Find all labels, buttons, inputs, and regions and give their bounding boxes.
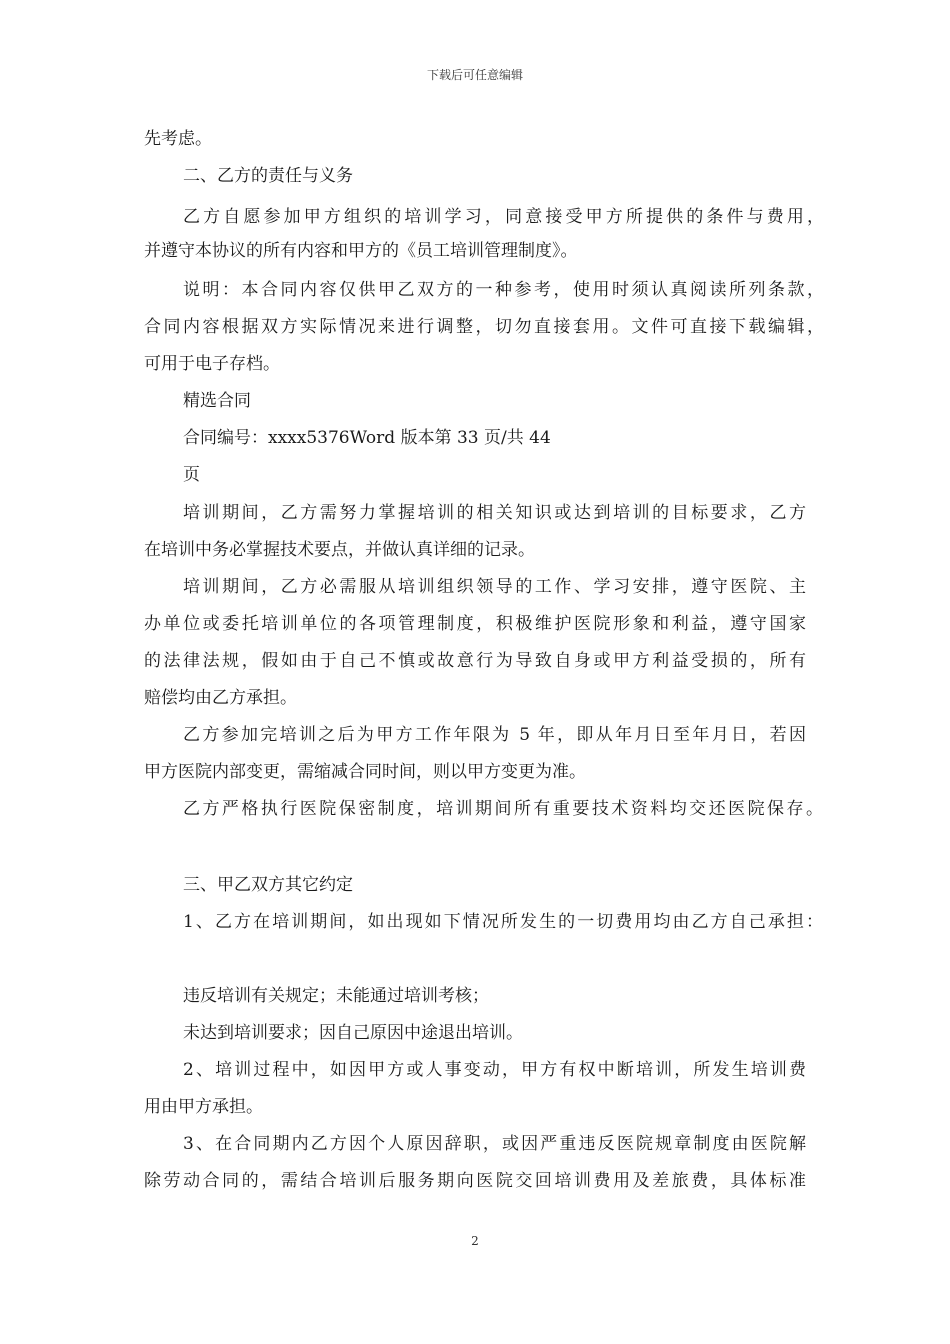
section-heading: 二、乙方的责任与义务 — [183, 166, 353, 186]
text-line: 赔偿均由乙方承担。 — [144, 688, 297, 708]
section-heading: 三、甲乙双方其它约定 — [183, 875, 353, 895]
text-line: 培训期间，乙方需努力掌握培训的相关知识或达到培训的目标要求，乙方 — [183, 503, 806, 523]
page-header: 下载后可任意编辑 — [426, 68, 523, 82]
text-line: 的法律法规，假如由于自己不慎或故意行为导致自身或甲方利益受损的，所有 — [144, 651, 806, 671]
text-line: 乙方自愿参加甲方组织的培训学习，同意接受甲方所提供的条件与费用， — [183, 207, 824, 227]
text-line: 在培训中务必掌握技术要点，并做认真详细的记录。 — [144, 540, 535, 560]
text-line: 除劳动合同的，需结合培训后服务期向医院交回培训费用及差旅费，具体标准 — [144, 1171, 806, 1191]
text-line: 页 — [183, 465, 200, 485]
text-line: 未达到培训要求；因自己原因中途退出培训。 — [183, 1023, 523, 1043]
text-line: 培训期间，乙方必需服从培训组织领导的工作、学习安排，遵守医院、主 — [183, 577, 806, 597]
contract-number: 合同编号：xxxx5376Word 版本第 33 页/共 44 — [183, 428, 551, 448]
text-line: 可用于电子存档。 — [144, 354, 280, 374]
text-line: 用由甲方承担。 — [144, 1097, 263, 1117]
text-line: 先考虑。 — [144, 129, 212, 149]
text-line: 说明：本合同内容仅供甲乙双方的一种参考，使用时须认真阅读所列条款， — [183, 280, 824, 300]
text-line: 3、在合同期内乙方因个人原因辞职，或因严重违反医院规章制度由医院解 — [183, 1134, 806, 1154]
text-line: 并遵守本协议的所有内容和甲方的《员工培训管理制度》。 — [144, 241, 578, 261]
text-line: 乙方参加完培训之后为甲方工作年限为 5 年，即从年月日至年月日，若因 — [183, 725, 806, 745]
text-line: 办单位或委托培训单位的各项管理制度，积极维护医院形象和利益，遵守国家 — [144, 614, 806, 634]
text-line: 1、乙方在培训期间，如出现如下情况所发生的一切费用均由乙方自己承担： — [183, 912, 823, 932]
text-line: 甲方医院内部变更，需缩减合同时间，则以甲方变更为准。 — [144, 762, 586, 782]
text-line: 乙方严格执行医院保密制度，培训期间所有重要技术资料均交还医院保存。 — [183, 799, 823, 819]
page-number: 2 — [471, 1234, 479, 1248]
text-line: 2、培训过程中，如因甲方或人事变动，甲方有权中断培训，所发生培训费 — [183, 1060, 806, 1080]
text-line: 违反培训有关规定；未能通过培训考核； — [183, 986, 489, 1006]
text-line: 合同内容根据双方实际情况来进行调整，切勿直接套用。文件可直接下载编辑， — [144, 317, 824, 337]
text-line: 精选合同 — [183, 391, 251, 411]
